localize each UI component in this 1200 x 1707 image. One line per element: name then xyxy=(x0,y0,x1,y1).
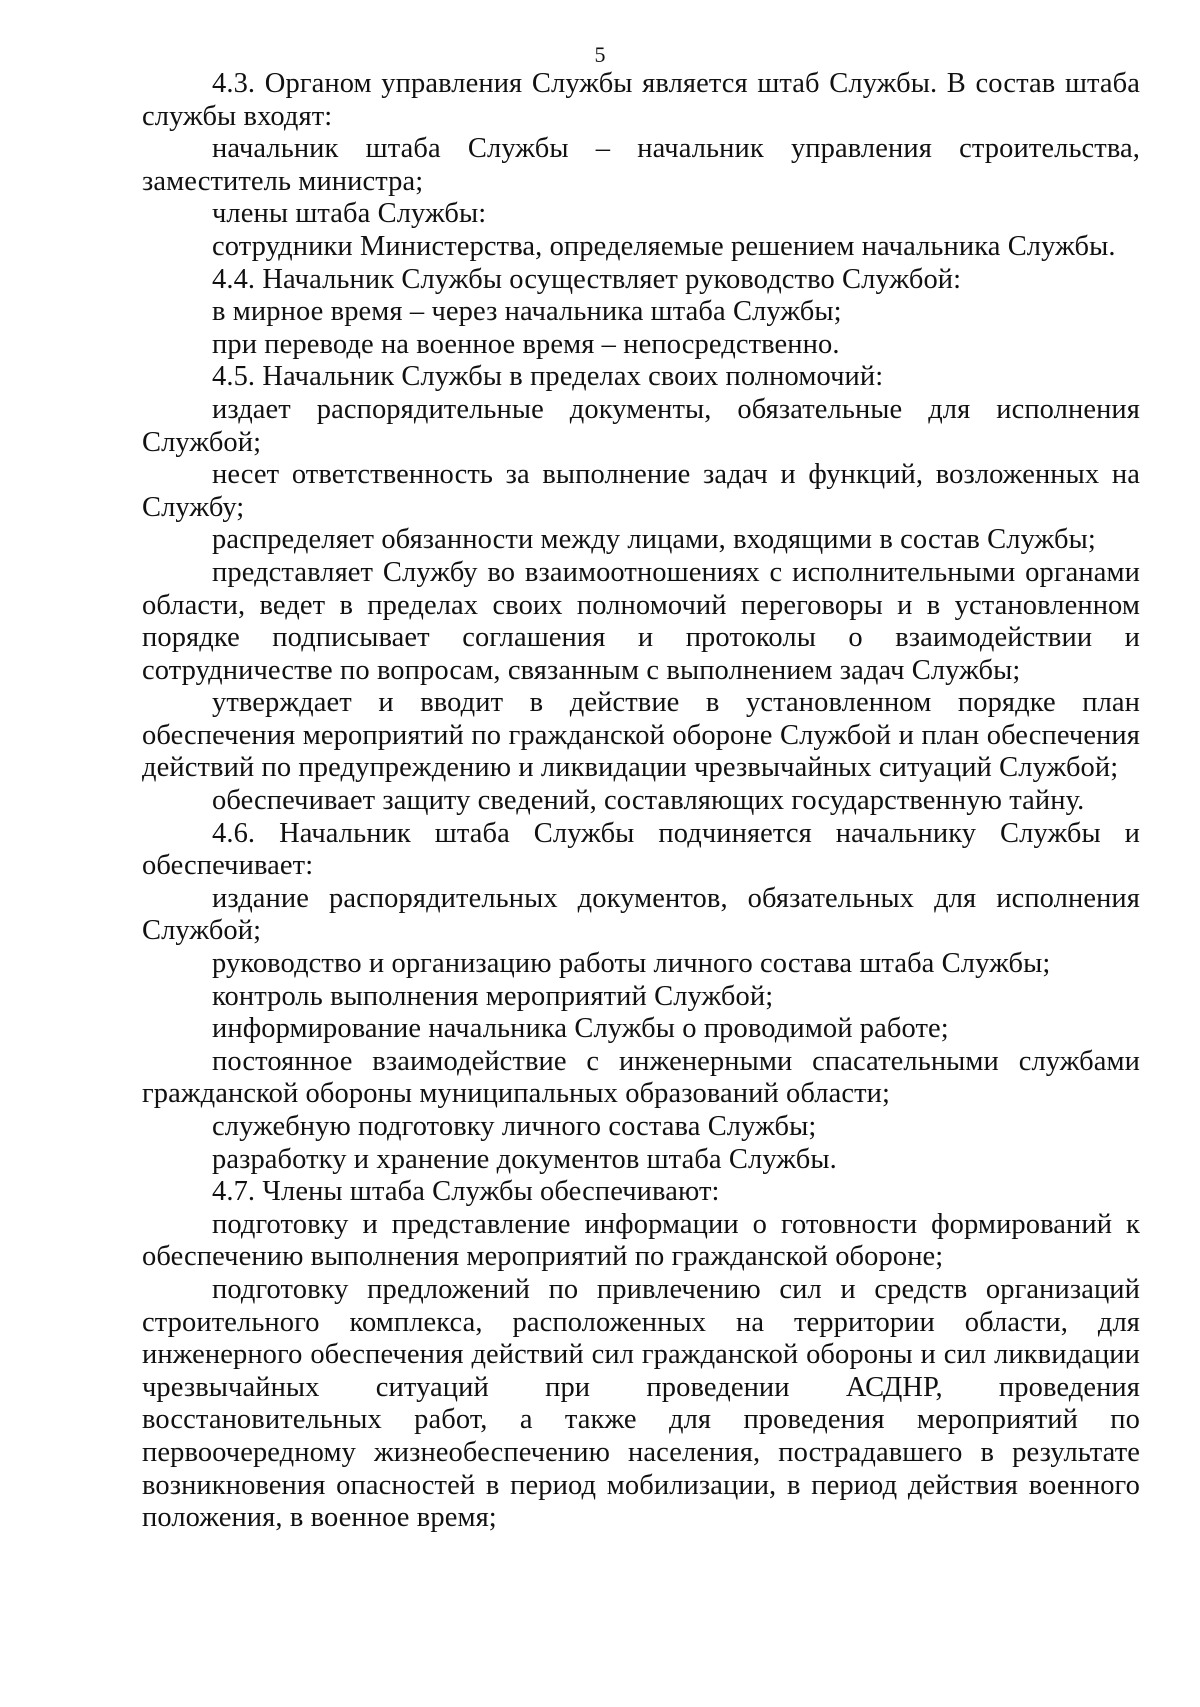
page-number: 5 xyxy=(594,42,606,67)
document-body xyxy=(142,68,1140,1535)
paragraph-responsibility: несет ответственность за выполнение задач и функций, возложенных на Службу; xyxy=(142,459,1140,523)
paragraph-training: служебную подготовку личного состава Службы; xyxy=(212,1111,817,1142)
paragraph-protects-secrets: обеспечивает защиту сведений, составляющих государственную тайну. xyxy=(212,785,1085,817)
paragraph-4-4: 4.4. Начальник Службы осуществляет руководство Службой: xyxy=(212,263,962,295)
paragraph-chief-of-staff: начальник штаба Службы – начальник управления строительства, заместитель министра; xyxy=(142,133,1140,197)
paragraph-4-3: 4.3. Органом управления Службы является штаб Службы. В состав штаба службы входят: xyxy=(142,68,1140,132)
paragraph-4-7: 4.7. Члены штаба Службы обеспечивают: xyxy=(212,1176,720,1208)
paragraph-peacetime: в мирное время – через начальника штаба Службы; xyxy=(212,296,842,328)
paragraph-proposals: подготовку предложений по привлечению сил и средств организаций строительного комплекса, расположенных на территории области, для инженерного обеспечения действий сил гражданской обороны и сил ликвидации чрезвычайных ситуаций при проведении АСДНР, проведения восстановительных работ, а также для проведения мероприятий по первоочередному жизнеобеспечению населения, пострадавшего в результате возникновения опасностей в период мобилизации, в период действия военного положения, в военное время; xyxy=(142,1273,1140,1534)
paragraph-issues-documents: издает распорядительные документы, обязательные для исполнения Службой; xyxy=(142,393,1140,458)
paragraph-staff-management: руководство и организацию работы личного состава штаба Службы; xyxy=(212,948,1051,980)
paragraph-represents-service: представляет Службу во взаимоотношениях с исполнительными органами области, ведет в пределах своих полномочий переговоры и в установленном порядке подписывает соглашения и протоколы о взаимодействии и сотрудничестве по вопросам, связанным с выполнением задач Службы; xyxy=(142,556,1140,686)
paragraph-informing-chief: информирование начальника Службы о проводимой работе; xyxy=(212,1013,949,1045)
paragraph-ministry-employees: сотрудники Министерства, определяемые решением начальника Службы. xyxy=(212,230,1116,262)
paragraph-document-storage: разработку и хранение документов штаба Службы. xyxy=(212,1143,837,1175)
paragraph-approves-plan: утверждает и вводит в действие в установленном порядке план обеспечения мероприятий по гражданской обороне Службой и план обеспечения действий по предупреждению и ликвидации чрезвычайных ситуаций Службой; xyxy=(142,687,1140,784)
paragraph-staff-members: члены штаба Службы: xyxy=(212,198,487,230)
paragraph-distributes-duties: распределяет обязанности между лицами, входящими в состав Службы; xyxy=(212,524,1096,556)
paragraph-4-5: 4.5. Начальник Службы в пределах своих полномочий: xyxy=(212,361,884,393)
paragraph-readiness-info: подготовку и представление информации о готовности формирований к обеспечению выполнения мероприятий по гражданской обороне; xyxy=(142,1208,1140,1273)
paragraph-4-6: 4.6. Начальник штаба Службы подчиняется начальнику Службы и обеспечивает: xyxy=(142,817,1140,882)
paragraph-interaction: постоянное взаимодействие с инженерными спасательными службами гражданской обороны муниципальных образований области; xyxy=(142,1045,1140,1110)
paragraph-control-measures: контроль выполнения мероприятий Службой; xyxy=(212,980,774,1012)
paragraph-wartime: при переводе на военное время – непосредственно. xyxy=(212,328,840,360)
paragraph-issuing-documents: издание распорядительных документов, обязательных для исполнения Службой; xyxy=(142,882,1140,947)
